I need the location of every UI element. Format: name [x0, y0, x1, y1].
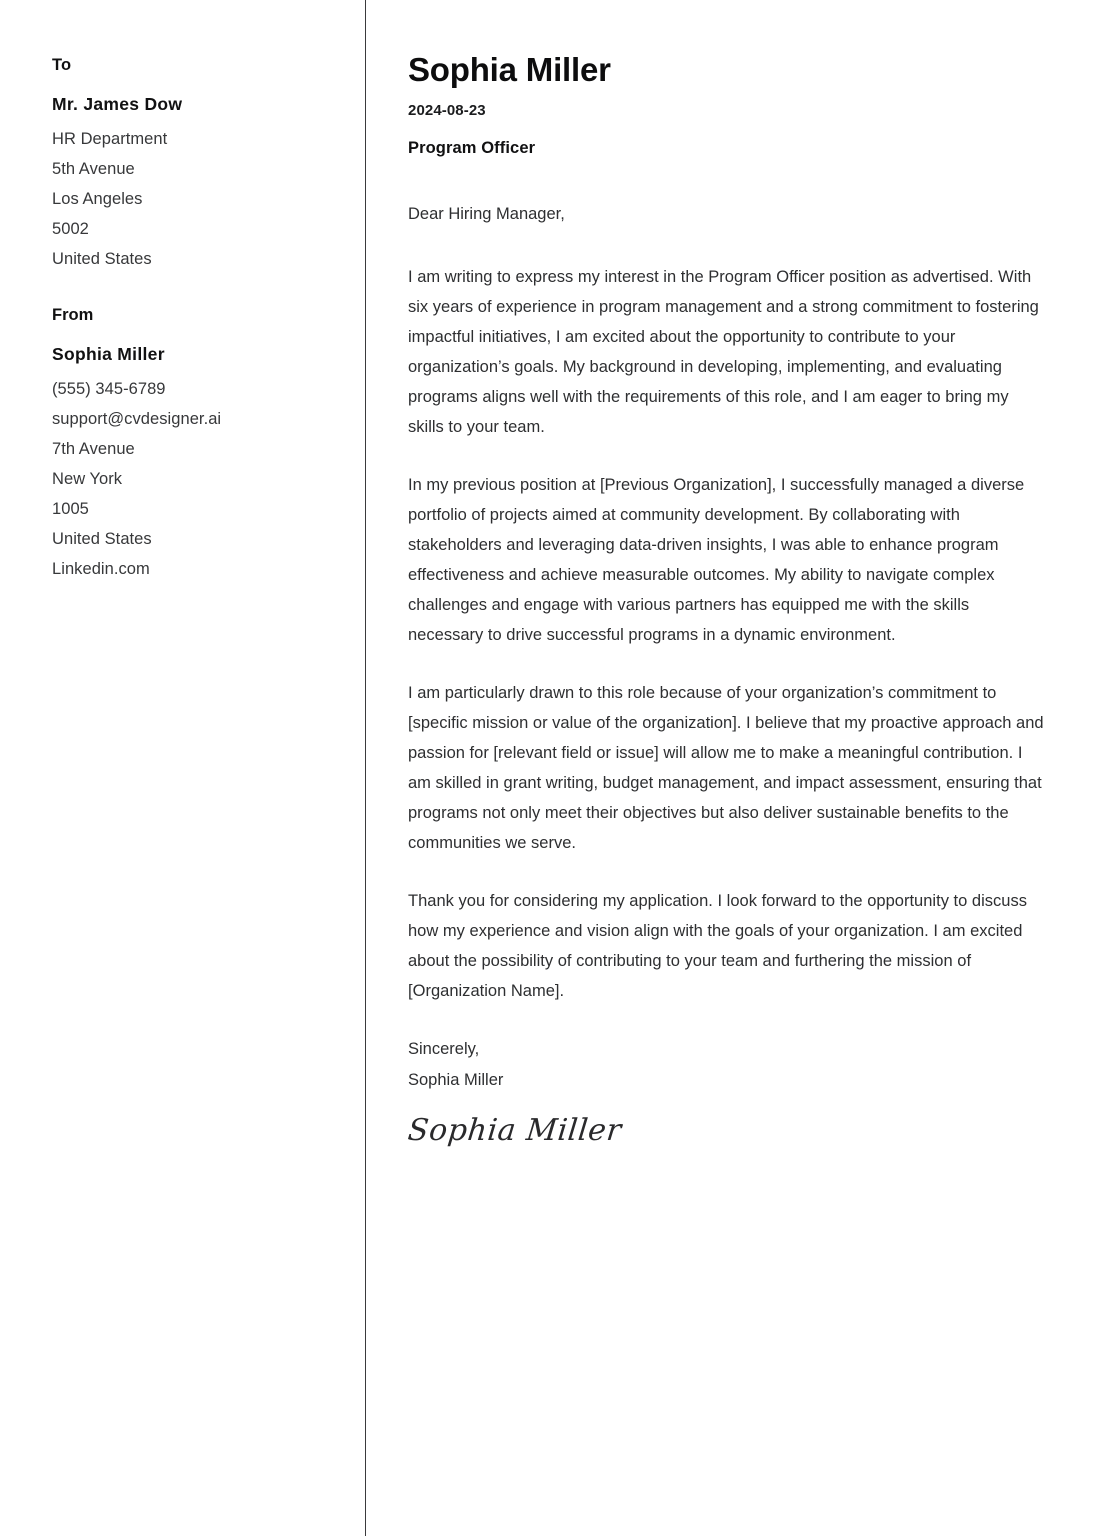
sender-linkedin: Linkedin.com — [52, 560, 150, 579]
sender-email: support@cvdesigner.ai — [52, 410, 222, 429]
recipient-line: 5th Avenue — [52, 160, 135, 179]
letter-date: 2024-08-23 — [408, 102, 486, 120]
recipient-name: Mr. James Dow — [52, 94, 183, 115]
sender-phone: (555) 345-6789 — [52, 380, 166, 399]
sender-line: United States — [52, 530, 152, 549]
from-label: From — [52, 306, 94, 325]
letter-paragraph: I am writing to express my interest in the Program Officer position as advertised. With six years of experience in program management and a strong commitment to fostering impactful initiatives, I am excited about the opportunity to contribute to your organization’s goals. My background in developing, implementing, and evaluating programs aligns well with the requirements of this role, and I am eager to bring my skills to your team. — [408, 267, 1039, 436]
letter-paragraph: Thank you for considering my application. I look forward to the opportunity to discuss how my experience and vision align with the goals of your organization. I am excited about the possibility of contributing to your team and furthering the mission of [Organization Name]. — [408, 892, 1028, 1001]
recipient-line: United States — [52, 250, 152, 269]
page-title: Sophia Miller — [408, 51, 611, 88]
letter-paragraph: In my previous position at [Previous Organization], I successfully managed a diverse portfolio of projects aimed at community development. By collaborating with stakeholders and leveraging data-driven insights, I was able to enhance program effectiveness and achieve measurable outcomes. My ability to navigate complex challenges and engage with various partners has equipped me with the skills necessary to drive successful programs in a dynamic environment. — [408, 475, 1025, 645]
sender-block — [52, 344, 332, 584]
letter-role: Program Officer — [408, 139, 536, 158]
closing-name: Sophia Miller — [408, 1070, 504, 1089]
recipient-line: 5002 — [52, 220, 89, 239]
sidebar-spacer — [52, 274, 332, 306]
sender-name: Sophia Miller — [52, 344, 165, 365]
column-divider — [365, 0, 366, 1536]
sender-line: 7th Avenue — [52, 440, 135, 459]
recipient-block — [52, 94, 332, 274]
salutation: Dear Hiring Manager, — [408, 205, 565, 224]
signature: Sophia Miller — [406, 1113, 624, 1149]
letter-paragraph: I am particularly drawn to this role because of your organization’s commitment to [specific mission or value of the organization]. I believe that my proactive approach and passion for [relevant field or issue] will allow me to make a meaningful contribution. I am skilled in grant writing, budget management, and impact assessment, ensuring that programs not only meet their objectives but also deliver sustainable benefits to the communities we serve. — [408, 684, 1044, 853]
address-sidebar — [52, 56, 332, 584]
sender-line: 1005 — [52, 500, 89, 519]
recipient-line: HR Department — [52, 130, 168, 149]
recipient-line: Los Angeles — [52, 190, 143, 209]
closing-word: Sincerely, — [408, 1040, 480, 1059]
letter-body — [408, 52, 1048, 1149]
sender-line: New York — [52, 470, 123, 489]
to-label: To — [52, 56, 72, 74]
